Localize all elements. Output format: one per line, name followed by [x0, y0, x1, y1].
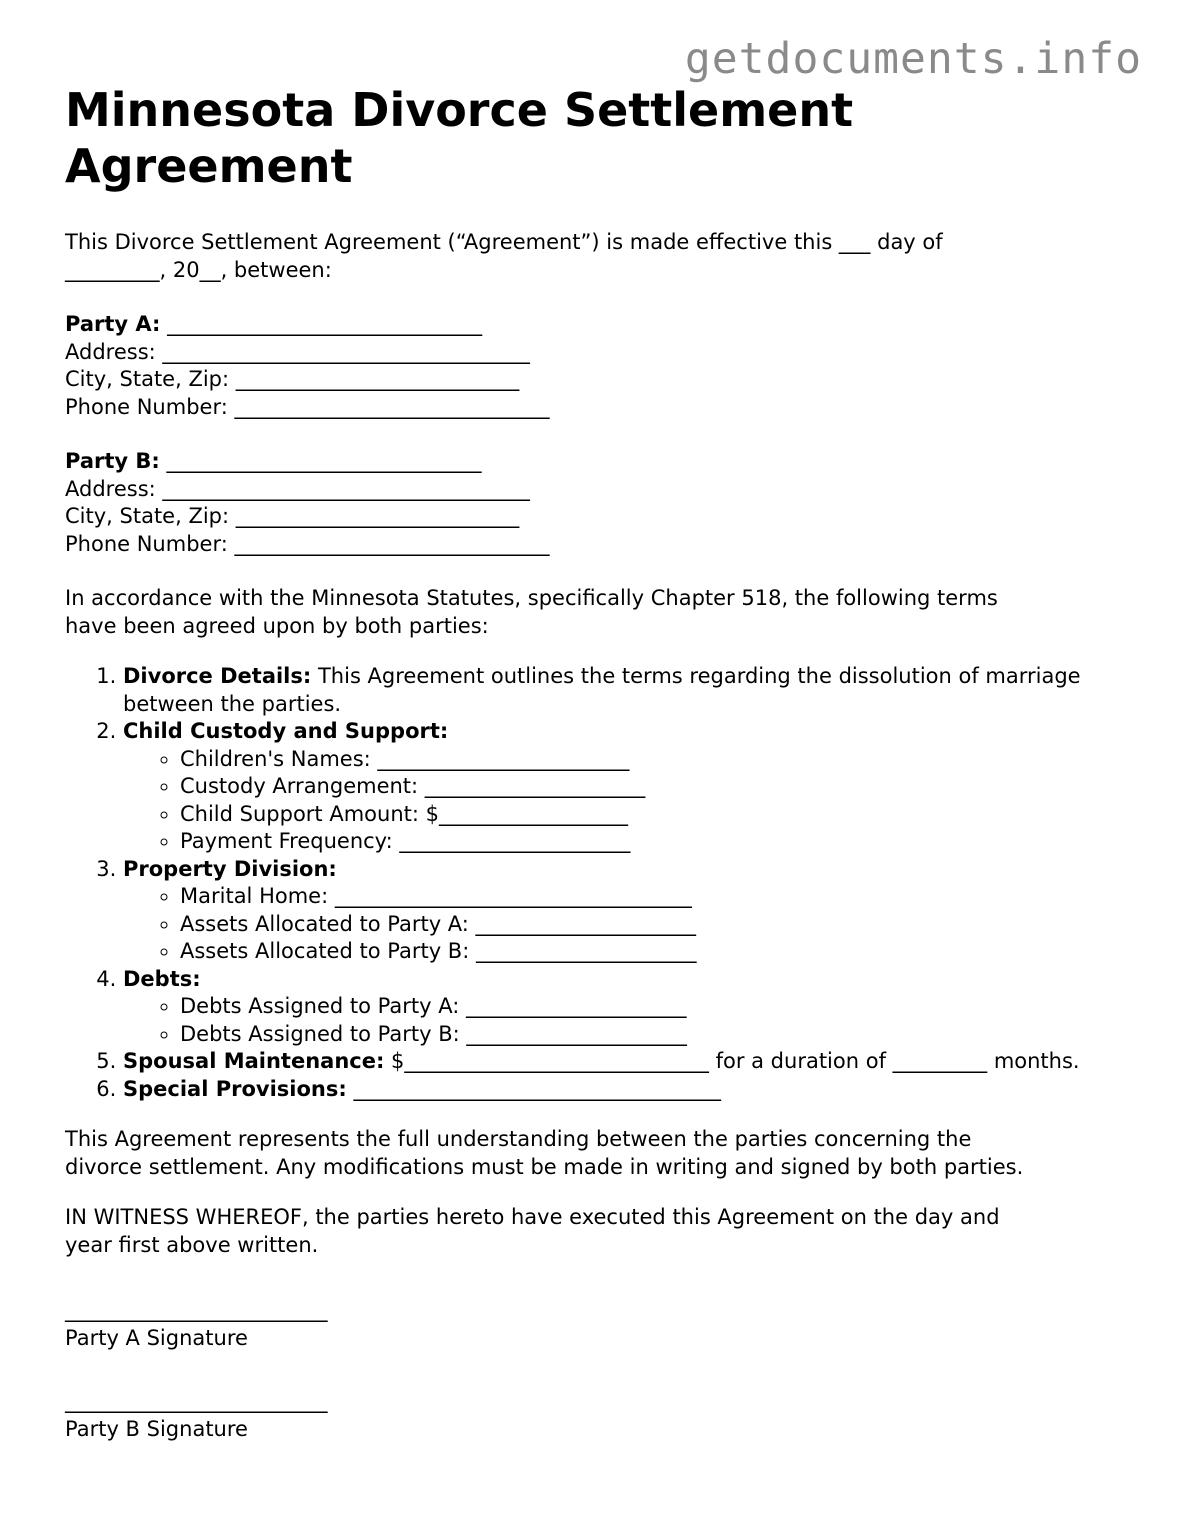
party-a-signature-label: Party A Signature: [65, 1325, 248, 1350]
list-item: ◦ Debts Assigned to Party B: _____________________: [180, 1021, 1125, 1049]
list-item: ◦ Child Support Amount: $__________________: [180, 801, 1125, 829]
statute-line-2: have been agreed upon by both parties:: [65, 613, 489, 638]
custody-sublist: [123, 746, 1125, 856]
list-item: ◦ Debts Assigned to Party A: _____________________: [180, 993, 1125, 1021]
term-label: Special Provisions:: [123, 1076, 347, 1101]
party-b-city: City, State, Zip: ___________________________: [65, 504, 520, 528]
party-a-city: City, State, Zip: ___________________________: [65, 367, 520, 391]
party-a-address: Address: ___________________________________: [65, 339, 530, 364]
list-item: ◦ Children's Names: ________________________: [180, 746, 1125, 774]
party-b-address: Address: ___________________________________: [65, 476, 530, 501]
term-label: Child Custody and Support:: [123, 719, 449, 743]
intro-line-1: This Divorce Settlement Agreement (“Agreement”) is made effective this ___ day of: [65, 230, 943, 254]
closing-paragraph: [65, 1126, 1125, 1181]
document-title: Minnesota Divorce Settlement Agreement: [65, 83, 854, 193]
signature-line: _________________________: [65, 1389, 328, 1413]
party-a-phone: Phone Number: ______________________________: [65, 394, 550, 419]
statute-line-1: In accordance with the Minnesota Statutes, specifically Chapter 518, the following terms: [65, 586, 998, 610]
term-label: Property Division:: [123, 856, 337, 881]
term-child-custody: [123, 718, 1125, 856]
document-page: [65, 82, 1125, 1443]
party-b-signature-label: Party B Signature: [65, 1416, 248, 1441]
term-property-division: [123, 856, 1125, 966]
party-a-name-line: [65, 311, 1125, 339]
party-a-name-blank: ______________________________: [160, 312, 483, 336]
term-text: $_____________________________ for a duration of _________ months.: [384, 1049, 1080, 1073]
statute-paragraph: [65, 585, 1125, 640]
party-a-block: [65, 311, 1125, 421]
term-text: This Agreement outlines the terms regarding the dissolution of marriage between the parties.: [123, 664, 1081, 716]
party-b-block: [65, 448, 1125, 558]
list-item: ◦ Marital Home: __________________________________: [180, 883, 1125, 911]
party-a-label: Party A:: [65, 312, 161, 336]
witness-line-2: year first above written.: [65, 1232, 319, 1257]
party-b-label: Party B:: [65, 449, 160, 473]
term-special-provisions: [123, 1076, 1125, 1104]
witness-paragraph: [65, 1204, 1125, 1259]
term-text: ___________________________________: [346, 1076, 721, 1101]
list-item: ◦ Assets Allocated to Party A: _____________________: [180, 911, 1125, 939]
term-label: Debts:: [123, 966, 201, 991]
party-b-name-blank: ______________________________: [159, 449, 482, 473]
intro-line-2: _________, 20__, between:: [65, 257, 332, 282]
list-item: ◦ Custody Arrangement: _____________________: [180, 773, 1125, 801]
term-label: Spousal Maintenance:: [123, 1049, 385, 1073]
party-a-signature-block: [65, 1297, 1125, 1352]
property-sublist: [123, 883, 1125, 966]
debts-sublist: [123, 993, 1125, 1048]
term-debts: [123, 966, 1125, 1049]
party-b-phone: Phone Number: ______________________________: [65, 531, 550, 556]
party-b-signature-block: [65, 1388, 1125, 1443]
terms-list: [65, 663, 1125, 1103]
term-spousal-maintenance: [123, 1048, 1125, 1076]
signature-line: _________________________: [65, 1298, 328, 1322]
closing-line-1: This Agreement represents the full understanding between the parties concerning the: [65, 1127, 972, 1151]
term-label: Divorce Details:: [123, 664, 312, 688]
term-divorce-details: [123, 663, 1125, 718]
party-b-name-line: [65, 448, 1125, 476]
witness-line-1: IN WITNESS WHEREOF, the parties hereto have executed this Agreement on the day and: [65, 1205, 1000, 1229]
intro-paragraph: [65, 229, 1125, 284]
list-item: ◦ Payment Frequency: ______________________: [180, 828, 1125, 856]
closing-line-2: divorce settlement. Any modifications must be made in writing and signed by both parties.: [65, 1154, 1024, 1179]
list-item: ◦ Assets Allocated to Party B: _____________________: [180, 938, 1125, 966]
watermark: getdocuments.info: [684, 34, 1142, 84]
